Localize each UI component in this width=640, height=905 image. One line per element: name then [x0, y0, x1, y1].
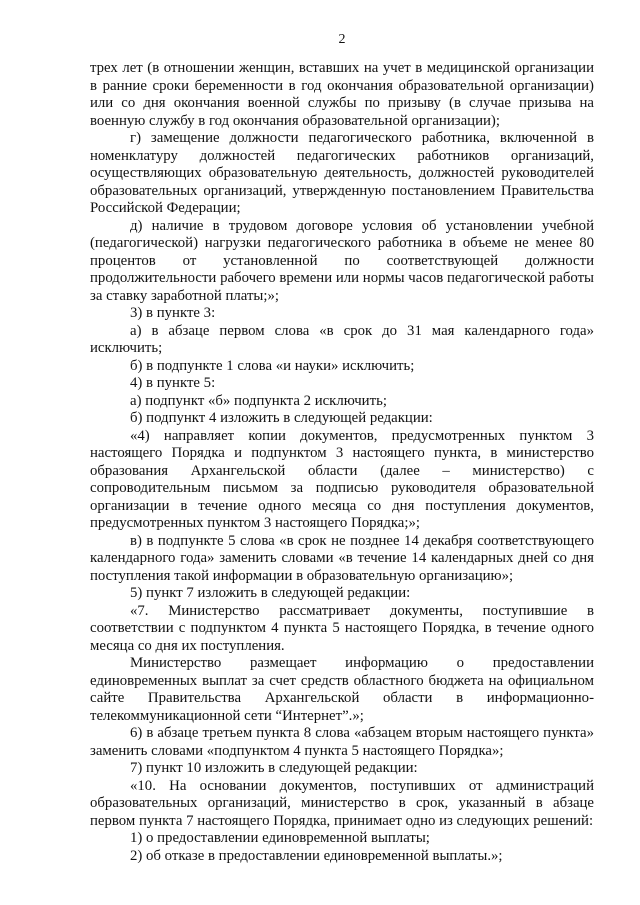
paragraph-item-7: 7) пункт 10 изложить в следующей редакции:	[130, 760, 418, 776]
paragraph-item-4a: а) подпункт «б» подпункта 2 исключить;	[130, 392, 387, 409]
paragraph-subitem-d: д) наличие в трудовом договоре условия об установлении учебной (педагогической) нагрузки педагогического работника в объеме не менее 80 процентов от установленной по соответствующей должности продолжительности рабочего времени или нормы часов педагогической работы за ставку заработной платы;»;	[90, 217, 594, 304]
paragraph-subitem-g: г) замещение должности педагогического работника, включенной в номенклатуру должностей педагогических работников организаций, осуществляющих образовательную деятельность, должностей руководителей образовательных организаций, утвержденную постановлением Правительства Российской Федерации;	[90, 130, 594, 216]
document-body	[90, 60, 594, 865]
paragraph-decision-1: 1) о предоставлении единовременной выплаты;	[130, 830, 430, 846]
paragraph-item-3a: а) в абзаце первом слова «в срок до 31 мая календарного года» исключить;	[90, 322, 594, 356]
paragraph-quoted-subitem-4: «4) направляет копии документов, предусмотренных пунктом 3 настоящего Порядка и подпунктом 3 настоящего пункта, в министерство образования Архангельской области (далее – министерство) с сопроводительным письмом за подписью руководителя образовательной организации в течение одного месяца со дня поступления документов, предусмотренных пунктом 3 настоящего Порядка;»;	[90, 427, 594, 531]
paragraph-quoted-point-10: «10. На основании документов, поступивших от администраций образовательных организаций, министерство в срок, указанный в абзаце первом пункта 7 настоящего Порядка, принимает одно из следующих решений:	[90, 777, 594, 829]
paragraph-item-4b: б) подпункт 4 изложить в следующей редакции:	[130, 410, 433, 426]
paragraph-item-3: 3) в пункте 3:	[130, 305, 216, 321]
paragraph-item-6: 6) в абзаце третьем пункта 8 слова «абзацем вторым настоящего пункта» заменить словами «подпунктом 4 пункта 5 настоящего Порядка»;	[90, 725, 594, 759]
paragraph-item-4: 4) в пункте 5:	[130, 375, 216, 391]
page-number: 2	[338, 32, 346, 47]
paragraph-decision-2: 2) об отказе в предоставлении единовременной выплаты.»;	[130, 847, 503, 864]
paragraph-continuation: трех лет (в отношении женщин, вставших на учет в медицинской организации в ранние сроки беременности в год окончания образовательной организации) или со дня окончания военной службы по призыву (в случае призыва на военную службу в год окончания образовательной организации);	[90, 60, 594, 129]
paragraph-item-3b: б) в подпункте 1 слова «и науки» исключить;	[130, 357, 415, 374]
paragraph-quoted-point-7: «7. Министерство рассматривает документы, поступившие в соответствии с подпунктом 4 пункта 5 настоящего Порядка, в течение одного месяца со дня их поступления.	[90, 602, 594, 654]
paragraph-item-5: 5) пункт 7 изложить в следующей редакции:	[130, 585, 411, 601]
paragraph-item-4v: в) в подпункте 5 слова «в срок не позднее 14 декабря соответствующего календарного года» заменить словами «в течение 14 календарных дней со дня поступления такой информации в образовательную организацию»;	[90, 532, 594, 584]
paragraph-ministry-info: Министерство размещает информацию о предоставлении единовременных выплат за счет средств областного бюджета на официальном сайте Правительства Архангельской области в информационно-телекоммуникационной сети “Интернет”.»;	[90, 655, 594, 724]
